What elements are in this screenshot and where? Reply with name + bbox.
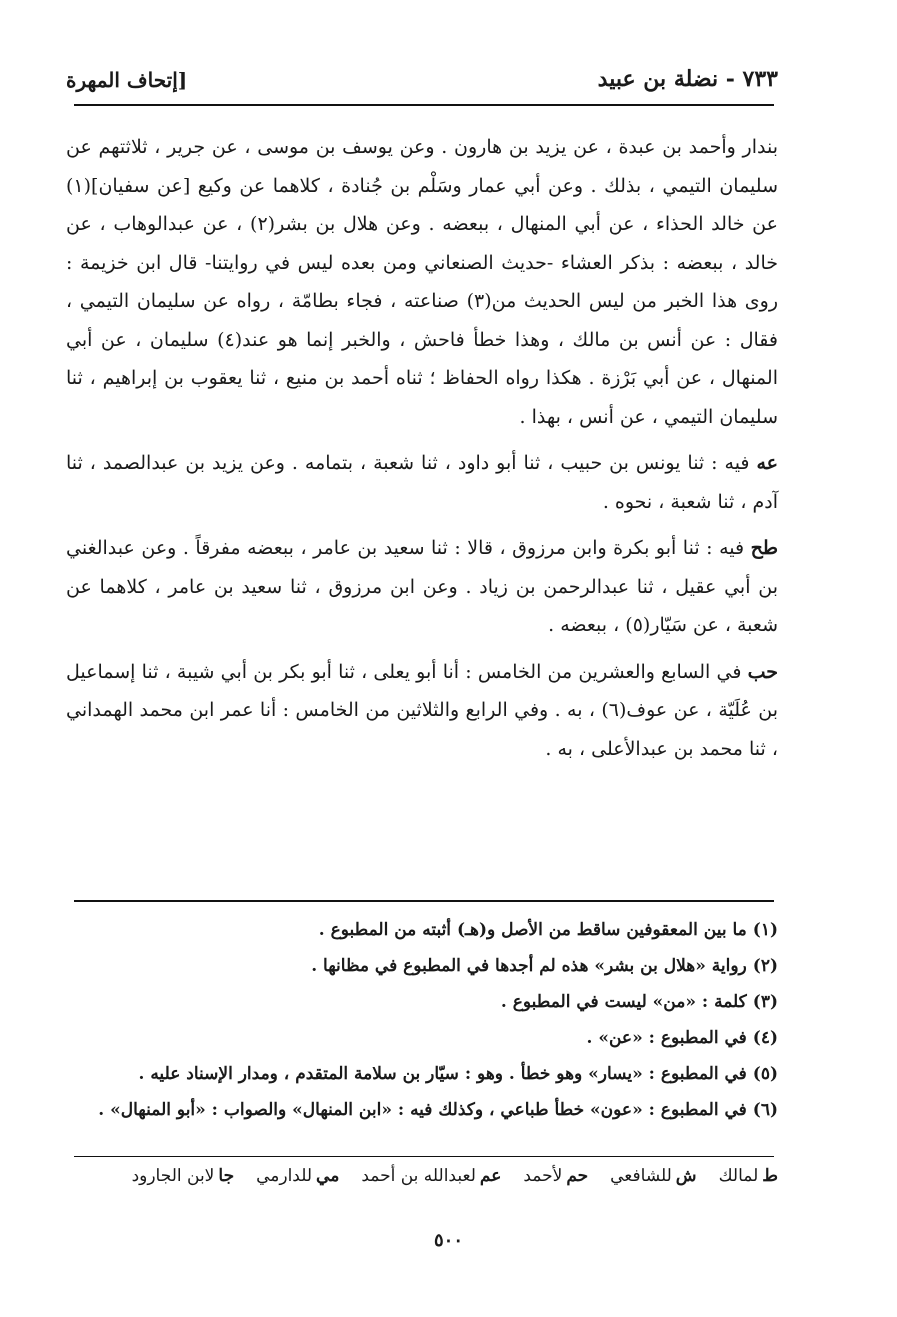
paragraph-2 bbox=[66, 444, 778, 521]
key-label: لعبدالله بن أحمد bbox=[361, 1166, 476, 1186]
key-code: مي bbox=[316, 1166, 340, 1186]
siglum-4: حب bbox=[747, 660, 778, 683]
footnote bbox=[66, 984, 778, 1020]
running-header bbox=[66, 52, 778, 92]
key-code: ط bbox=[762, 1166, 778, 1186]
page-number: ٥٠٠ bbox=[433, 1230, 463, 1251]
key-item bbox=[523, 1166, 588, 1186]
abbreviation-key bbox=[66, 1166, 778, 1186]
key-label: لأحمد bbox=[523, 1166, 563, 1186]
key-rule bbox=[74, 1156, 774, 1157]
key-item bbox=[719, 1166, 778, 1186]
footnotes bbox=[66, 912, 778, 1128]
key-label: للشافعي bbox=[610, 1166, 672, 1186]
header-title: ٧٣٣ - نضلة بن عبيد bbox=[597, 66, 778, 92]
paragraph-3 bbox=[66, 529, 778, 645]
paragraph-1: بندار وأحمد بن عبدة ، عن يزيد بن هارون . وعن يوسف بن موسى ، عن جرير ، ثلاثتهم عن سليمان التيمي ، بذلك . وعن أبي عمار وسَلْم بن جُنادة ، كلاهما عن وكيع [عن سفيان](١) عن خالد الحذاء ، عن أبي المنهال ، ببعضه . وعن هلال بن بشر(٢) ، عن عبدالوهاب ، عن خالد ، ببعضه : بذكر العشاء -حديث الصنعاني ومن بعده ليس في روايتنا- قال ابن خزيمة : روى هذا الخبر من ليس الحديث من(٣) صناعته ، فجاء بطامّة ، رواه عن سليمان التيمي ، فقال : عن أنس بن مالك ، وهذا خطأ فاحش ، والخبر إنما هو عند(٤) سليمان ، عن أبي المنهال ، عن أبي بَرْزة . هكذا رواه الحفاظ ؛ ثناه أحمد بن منيع ، ثنا يعقوب بن إبراهيم ، ثنا سليمان التيمي ، عن أنس ، بهذا . bbox=[66, 136, 778, 428]
paragraph-2-text: فيه : ثنا يونس بن حبيب ، ثنا أبو داود ، ثنا شعبة ، بتمامه . وعن يزيد بن عبدالصمد ، ثنا آدم ، ثنا شعبة ، نحوه . bbox=[66, 452, 778, 513]
header-rule bbox=[74, 104, 774, 106]
footnote-text: ما بين المعقوفين ساقط من الأصل و(هـ) أثبته من المطبوع . bbox=[318, 920, 747, 940]
footnote bbox=[66, 1020, 778, 1056]
footnote-number: (٢) bbox=[752, 956, 778, 976]
footnote bbox=[66, 1056, 778, 1092]
paragraph-3-text: فيه : ثنا أبو بكرة وابن مرزوق ، قالا : ثنا سعيد بن عامر ، ببعضه مفرقاً . وعن عبدالغني بن أبي عقيل ، ثنا عبدالرحمن بن زياد . وعن ابن مرزوق ، ثنا سعيد بن عامر ، كلاهما عن شعبة ، عن سَيّار(٥) ، ببعضه . bbox=[66, 537, 778, 636]
footnote-text: في المطبوع : «عون» خطأ طباعي ، وكذلك فيه : «ابن المنهال» والصواب : «أبو المنهال» . bbox=[98, 1100, 747, 1120]
footnote bbox=[66, 948, 778, 984]
key-code: جا bbox=[218, 1166, 235, 1186]
key-code: عم bbox=[479, 1166, 502, 1186]
footnote-number: (٥) bbox=[752, 1064, 778, 1084]
footnote-text: رواية «هلال بن بشر» هذه لم أجدها في المطبوع في مظانها . bbox=[311, 956, 747, 976]
key-item bbox=[361, 1166, 501, 1186]
header-book-name: [إتحاف المهرة bbox=[66, 68, 188, 92]
key-label: للدارمي bbox=[256, 1166, 313, 1186]
footnote-number: (٤) bbox=[752, 1028, 778, 1048]
footnote-text: في المطبوع : «يسار» وهو خطأ . وهو : سيّار بن سلامة المتقدم ، ومدار الإسناد عليه . bbox=[138, 1064, 747, 1084]
siglum-3: طح bbox=[750, 537, 778, 559]
key-label: لابن الجارود bbox=[131, 1166, 215, 1186]
footnote-number: (١) bbox=[752, 920, 778, 940]
key-label: لمالك bbox=[718, 1166, 759, 1186]
main-text bbox=[66, 128, 778, 768]
paragraph-4-text: في السابع والعشرين من الخامس : أنا أبو يعلى ، ثنا أبو بكر بن أبي شيبة ، ثنا إسماعيل بن عُلَيّة ، عن عوف(٦) ، به . وفي الرابع والثلاثين من الخامس : أنا عمر ابن محمد الهمداني ، ثنا محمد بن عبدالأعلى ، به . bbox=[66, 660, 778, 760]
footnote-text: كلمة : «من» ليست في المطبوع . bbox=[500, 992, 747, 1012]
siglum-2: عه bbox=[756, 452, 778, 474]
footnote bbox=[66, 912, 778, 948]
key-item bbox=[256, 1166, 339, 1186]
paragraph-4 bbox=[66, 653, 778, 769]
key-code: ش bbox=[675, 1166, 697, 1186]
key-item bbox=[610, 1166, 696, 1186]
key-code: حم bbox=[566, 1166, 589, 1186]
footnote-text: في المطبوع : «عن» . bbox=[586, 1028, 747, 1048]
footnote bbox=[66, 1092, 778, 1128]
key-item bbox=[132, 1166, 235, 1186]
footnotes-rule bbox=[74, 900, 774, 902]
footnote-number: (٦) bbox=[752, 1100, 778, 1120]
footnote-number: (٣) bbox=[752, 992, 778, 1012]
